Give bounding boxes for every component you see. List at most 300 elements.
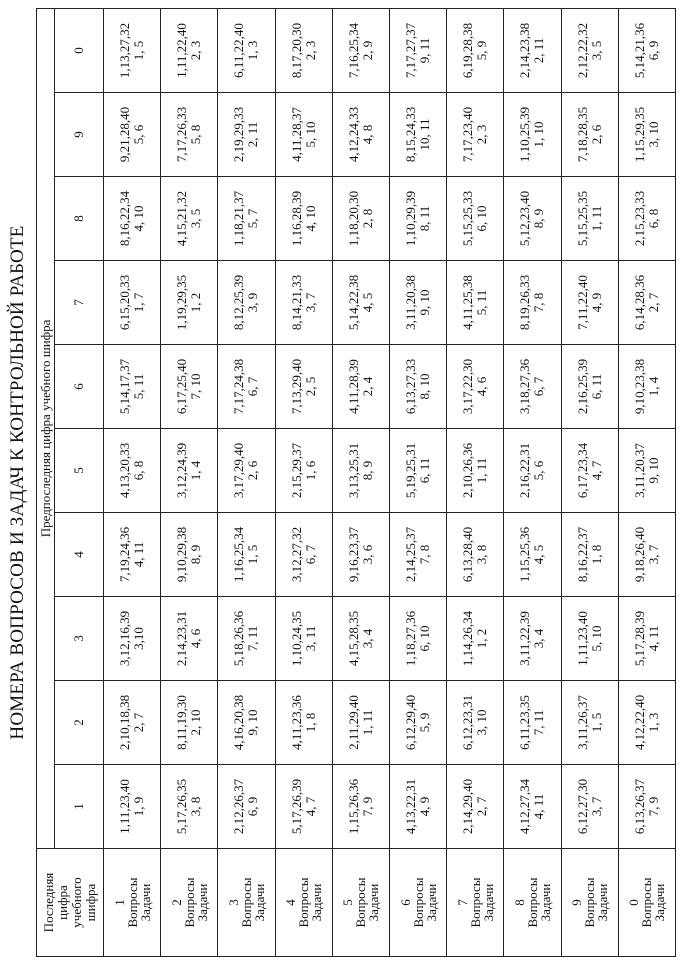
cell-questions: 6,19,28,38 (460, 22, 476, 79)
table-cell (332, 429, 389, 513)
cell-questions: 9,18,26,40 (631, 526, 647, 583)
table-row (161, 8, 218, 956)
cell-questions: 4,11,28,37 (288, 107, 304, 162)
cell-tasks: 9, 10 (245, 709, 261, 736)
cell-questions: 7,13,29,40 (288, 358, 304, 415)
cell-tasks: 3, 9 (245, 292, 261, 313)
cell-tasks: 2, 7 (645, 292, 661, 313)
table-cell (275, 429, 332, 513)
cell-questions: 4,13,20,33 (117, 442, 133, 499)
cell-tasks: 8, 9 (359, 460, 375, 481)
table-cell (275, 177, 332, 261)
cell-tasks: 3, 10 (474, 709, 490, 736)
table-cell (104, 513, 161, 597)
cell-tasks: 5, 9 (417, 712, 433, 733)
cell-tasks: 6, 11 (417, 457, 433, 484)
cell-tasks: 2, 10 (188, 709, 204, 736)
cell-tasks: 6, 8 (645, 208, 661, 229)
row-tasks-label: Задачи (309, 883, 325, 922)
cell-questions: 1,16,25,34 (231, 526, 247, 583)
table-cell (504, 513, 561, 597)
table-cell (618, 513, 675, 597)
row-tasks-label: Задачи (137, 883, 153, 922)
row-header (218, 849, 275, 957)
cell-questions: 2,10,26,36 (460, 442, 476, 499)
table-cell (504, 765, 561, 849)
cell-tasks: 4, 10 (131, 205, 147, 232)
cell-questions: 1,11,23,40 (117, 779, 133, 834)
table-row (447, 8, 504, 956)
cell-tasks: 1, 2 (188, 292, 204, 313)
cell-questions: 3,12,16,39 (117, 610, 133, 667)
cell-questions: 2,14,25,37 (403, 526, 419, 583)
cell-tasks: 1, 6 (302, 460, 318, 481)
table-cell (218, 765, 275, 849)
cell-tasks: 5, 6 (531, 460, 547, 481)
cell-tasks: 7, 11 (531, 709, 547, 736)
cell-tasks: 5, 10 (588, 625, 604, 652)
cell-questions: 7,17,27,37 (403, 22, 419, 79)
row-tasks-label: Задачи (595, 883, 611, 922)
cell-questions: 8,12,25,39 (231, 274, 247, 331)
cell-tasks: 3, 7 (588, 796, 604, 817)
cell-questions: 1,11,22,40 (174, 23, 190, 78)
table-cell (618, 681, 675, 765)
table-cell (218, 681, 275, 765)
cell-tasks: 5, 10 (302, 121, 318, 148)
table-cell (447, 8, 504, 92)
row-digit: 1 (111, 899, 127, 906)
corner-label-line: учебного (69, 877, 84, 928)
table-row (504, 8, 561, 956)
table-row (618, 8, 675, 956)
cell-tasks: 4, 8 (359, 124, 375, 145)
cell-tasks: 1, 4 (188, 460, 204, 481)
row-digit: 8 (511, 899, 527, 906)
row-questions-label: Вопросы (524, 877, 540, 928)
cell-tasks: 5, 11 (474, 289, 490, 316)
cell-tasks: 2, 5 (302, 376, 318, 397)
cell-tasks: 7, 8 (417, 544, 433, 565)
table-cell (332, 513, 389, 597)
cell-tasks: 4, 10 (302, 205, 318, 232)
cell-questions: 7,17,24,38 (231, 358, 247, 415)
cell-tasks: 3,10 (131, 627, 147, 650)
row-questions-label: Вопросы (296, 877, 312, 928)
cell-questions: 9,16,23,37 (345, 526, 361, 583)
row-digit: 0 (626, 899, 642, 906)
cell-tasks: 6, 10 (417, 625, 433, 652)
cell-questions: 6,11,23,35 (517, 695, 533, 750)
table-cell (275, 93, 332, 177)
cell-questions: 8,11,19,30 (174, 695, 190, 750)
cell-questions: 3,18,27,36 (517, 358, 533, 415)
row-digit: 6 (397, 899, 413, 906)
cell-questions: 2,10,18,38 (117, 694, 133, 751)
cell-tasks: 7, 11 (245, 625, 261, 652)
table-cell (332, 93, 389, 177)
cell-tasks: 5, 9 (474, 40, 490, 61)
cell-questions: 5,17,26,39 (288, 778, 304, 835)
cell-questions: 4,15,21,32 (174, 190, 190, 247)
table-row (389, 8, 446, 956)
cell-tasks: 8, 9 (188, 544, 204, 565)
cell-questions: 5,19,25,31 (403, 442, 419, 499)
table-cell (504, 681, 561, 765)
cell-questions: 8,16,22,37 (574, 526, 590, 583)
cell-questions: 1,15,29,35 (631, 106, 647, 163)
cell-questions: 8,16,22,34 (117, 190, 133, 247)
cell-tasks: 1, 11 (359, 709, 375, 736)
row-questions-label: Вопросы (238, 877, 254, 928)
table-cell (389, 765, 446, 849)
table-cell (104, 765, 161, 849)
cell-questions: 2,14,23,31 (174, 610, 190, 667)
cell-questions: 3,13,25,31 (345, 442, 361, 499)
table-cell (104, 8, 161, 92)
cell-questions: 5,17,28,39 (631, 610, 647, 667)
cell-tasks: 3, 5 (588, 40, 604, 61)
cell-questions: 9,10,23,38 (631, 358, 647, 415)
cell-questions: 4,11,23,36 (288, 695, 304, 750)
cell-questions: 5,15,25,33 (460, 190, 476, 247)
table-cell (104, 429, 161, 513)
table-cell (275, 8, 332, 92)
table-cell (275, 597, 332, 681)
table-cell (561, 765, 618, 849)
row-header (275, 849, 332, 957)
cell-questions: 4,15,28,35 (345, 610, 361, 667)
table-cell (275, 681, 332, 765)
table-cell (561, 513, 618, 597)
cell-tasks: 4, 11 (645, 625, 661, 652)
row-header (504, 849, 561, 957)
table-cell (161, 8, 218, 92)
cell-questions: 7,17,23,40 (460, 106, 476, 163)
table-cell (218, 429, 275, 513)
table-cell (389, 681, 446, 765)
cell-questions: 4,11,25,38 (460, 275, 476, 330)
row-questions-label: Вопросы (124, 877, 140, 928)
table-cell (104, 681, 161, 765)
cell-questions: 6,13,27,33 (403, 358, 419, 415)
column-digit-header: 1 (55, 765, 104, 849)
cell-tasks: 4, 5 (531, 544, 547, 565)
row-questions-label: Вопросы (467, 877, 483, 928)
table-cell (618, 261, 675, 345)
table-cell (218, 597, 275, 681)
cell-tasks: 6, 9 (645, 40, 661, 61)
cell-tasks: 7, 9 (359, 796, 375, 817)
row-header (104, 849, 161, 957)
cell-questions: 8,14,21,33 (288, 274, 304, 331)
assignment-table (36, 8, 676, 957)
cell-tasks: 1, 3 (245, 40, 261, 61)
cell-tasks: 6, 7 (245, 376, 261, 397)
cell-tasks: 10, 11 (417, 118, 433, 151)
cell-questions: 1,10,24,35 (288, 610, 304, 667)
row-tasks-label: Задачи (423, 883, 439, 922)
table-cell (104, 93, 161, 177)
cell-questions: 2,14,29,40 (460, 778, 476, 835)
table-cell (504, 8, 561, 92)
table-cell (161, 345, 218, 429)
cell-tasks: 4, 6 (474, 376, 490, 397)
row-questions-label: Вопросы (639, 877, 655, 928)
cell-questions: 1,15,26,36 (345, 778, 361, 835)
cell-questions: 2,16,22,31 (517, 442, 533, 499)
cell-questions: 4,11,28,39 (345, 359, 361, 414)
table-cell (561, 261, 618, 345)
cell-tasks: 9, 11 (417, 37, 433, 64)
cell-questions: 1,18,21,37 (231, 190, 247, 247)
cell-questions: 2,14,23,38 (517, 22, 533, 79)
row-tasks-label: Задачи (251, 883, 267, 922)
row-digit: 4 (283, 899, 299, 906)
cell-tasks: 2, 3 (474, 124, 490, 145)
column-digit-header: 9 (55, 93, 104, 177)
cell-questions: 2,12,22,32 (574, 22, 590, 79)
row-questions-label: Вопросы (410, 877, 426, 928)
cell-questions: 1,15,25,36 (517, 526, 533, 583)
corner-label-line: цифра (55, 885, 70, 920)
cell-questions: 4,12,22,40 (631, 694, 647, 751)
cell-questions: 1,19,29,35 (174, 274, 190, 331)
table-row (218, 8, 275, 956)
row-tasks-label: Задачи (480, 883, 496, 922)
cell-tasks: 6, 7 (531, 376, 547, 397)
row-tasks-label: Задачи (194, 883, 210, 922)
cell-questions: 4,13,22,31 (403, 778, 419, 835)
cell-tasks: 1, 4 (645, 376, 661, 397)
cell-questions: 2,12,26,37 (231, 778, 247, 835)
table-cell (104, 261, 161, 345)
row-digit: 5 (340, 899, 356, 906)
table-cell (447, 93, 504, 177)
table-cell (332, 261, 389, 345)
cell-tasks: 1, 10 (531, 121, 547, 148)
cell-tasks: 9, 10 (645, 457, 661, 484)
cell-tasks: 1, 2 (474, 628, 490, 649)
row-header (389, 849, 446, 957)
cell-tasks: 6, 9 (245, 796, 261, 817)
table-cell (332, 177, 389, 261)
column-digit-header: 3 (55, 597, 104, 681)
cell-tasks: 2, 4 (359, 376, 375, 397)
cell-tasks: 2, 11 (245, 121, 261, 148)
row-header (332, 849, 389, 957)
table-cell (275, 765, 332, 849)
cell-questions: 3,11,20,38 (403, 275, 419, 330)
cell-questions: 5,14,21,36 (631, 22, 647, 79)
cell-questions: 7,11,22,40 (574, 275, 590, 330)
table-cell (389, 93, 446, 177)
cell-tasks: 3, 11 (302, 625, 318, 652)
table-cell (618, 93, 675, 177)
cell-tasks: 2, 11 (531, 37, 547, 64)
cell-tasks: 5, 8 (188, 124, 204, 145)
table-cell (447, 261, 504, 345)
table-cell (218, 261, 275, 345)
table-cell (275, 261, 332, 345)
cell-tasks: 5, 11 (131, 373, 147, 400)
row-tasks-label: Задачи (366, 883, 382, 922)
cell-tasks: 2, 3 (302, 40, 318, 61)
table-cell (218, 8, 275, 92)
row-header (618, 849, 675, 957)
cell-questions: 9,10,29,38 (174, 526, 190, 583)
cell-tasks: 4, 7 (302, 796, 318, 817)
table-cell (161, 513, 218, 597)
cell-questions: 2,16,25,39 (574, 358, 590, 415)
table-cell (161, 177, 218, 261)
cell-tasks: 8, 9 (531, 208, 547, 229)
cell-questions: 3,12,24,39 (174, 442, 190, 499)
cell-tasks: 2, 9 (359, 40, 375, 61)
cell-tasks: 2, 7 (474, 796, 490, 817)
column-group-header: Предпоследняя цифра учебного шифра (37, 8, 55, 848)
cell-tasks: 6, 7 (302, 544, 318, 565)
cell-tasks: 1, 3 (645, 712, 661, 733)
cell-tasks: 1, 8 (302, 712, 318, 733)
cell-questions: 8,19,26,33 (517, 274, 533, 331)
cell-tasks: 2, 6 (245, 460, 261, 481)
cell-questions: 6,17,23,34 (574, 442, 590, 499)
table-cell (447, 597, 504, 681)
cell-tasks: 5, 6 (131, 124, 147, 145)
cell-tasks: 6, 11 (588, 373, 604, 400)
cell-questions: 4,12,24,33 (345, 106, 361, 163)
table-cell (504, 597, 561, 681)
cell-tasks: 7, 8 (531, 292, 547, 313)
table-cell (561, 345, 618, 429)
cell-questions: 8,15,24,33 (403, 106, 419, 163)
cell-tasks: 4, 9 (588, 292, 604, 313)
cell-questions: 6,12,29,40 (403, 694, 419, 751)
cell-questions: 3,17,22,30 (460, 358, 476, 415)
column-digit-header: 8 (55, 177, 104, 261)
column-digit-header: 0 (55, 8, 104, 92)
column-digit-header: 4 (55, 513, 104, 597)
corner-label-line: шифра (83, 883, 98, 922)
table-row (561, 8, 618, 956)
row-digit: 7 (454, 899, 470, 906)
table-cell (504, 93, 561, 177)
cell-questions: 2,19,29,33 (231, 106, 247, 163)
table-cell (332, 597, 389, 681)
table-cell (275, 345, 332, 429)
table-cell (389, 177, 446, 261)
table-cell (161, 597, 218, 681)
row-digit: 3 (225, 899, 241, 906)
cell-tasks: 3, 4 (531, 628, 547, 649)
table-cell (104, 597, 161, 681)
table-cell (618, 429, 675, 513)
table-cell (218, 513, 275, 597)
table-cell (389, 597, 446, 681)
cell-questions: 1,16,28,39 (288, 190, 304, 247)
table-cell (332, 681, 389, 765)
cell-questions: 1,13,27,32 (117, 22, 133, 79)
cell-tasks: 2, 6 (588, 124, 604, 145)
table-cell (218, 177, 275, 261)
table-cell (447, 429, 504, 513)
table-cell (161, 261, 218, 345)
cell-questions: 6,12,27,30 (574, 778, 590, 835)
cell-tasks: 3, 8 (188, 796, 204, 817)
cell-questions: 7,18,28,35 (574, 106, 590, 163)
table-cell (104, 345, 161, 429)
table-cell (618, 597, 675, 681)
cell-tasks: 4, 7 (588, 460, 604, 481)
cell-questions: 3,12,27,32 (288, 526, 304, 583)
cell-tasks: 2, 3 (188, 40, 204, 61)
cell-questions: 5,14,17,37 (117, 358, 133, 415)
cell-questions: 1,14,26,34 (460, 610, 476, 667)
cell-questions: 6,14,28,36 (631, 274, 647, 331)
column-digit-header: 2 (55, 681, 104, 765)
column-digit-header: 7 (55, 261, 104, 345)
cell-tasks: 1, 7 (131, 292, 147, 313)
cell-questions: 1,10,25,39 (517, 106, 533, 163)
row-questions-label: Вопросы (181, 877, 197, 928)
cell-tasks: 5, 7 (245, 208, 261, 229)
table-cell (332, 765, 389, 849)
row-header (161, 849, 218, 957)
cell-questions: 4,16,20,38 (231, 694, 247, 751)
cell-questions: 6,13,28,40 (460, 526, 476, 583)
table-cell (332, 8, 389, 92)
cell-tasks: 1, 11 (474, 457, 490, 484)
table-cell (561, 8, 618, 92)
row-tasks-label: Задачи (537, 883, 553, 922)
table-cell (504, 345, 561, 429)
cell-tasks: 4, 6 (188, 628, 204, 649)
cell-tasks: 1, 5 (588, 712, 604, 733)
page-title: НОМЕРА ВОПРОСОВ И ЗАДАЧ К КОНТРОЛЬНОЙ РАБОТЕ (7, 225, 28, 740)
corner-header (37, 849, 104, 957)
cell-questions: 8,17,20,30 (288, 22, 304, 79)
row-header (561, 849, 618, 957)
cell-tasks: 7, 10 (188, 373, 204, 400)
table-cell (275, 513, 332, 597)
table-cell (447, 177, 504, 261)
table-cell (618, 765, 675, 849)
row-tasks-label: Задачи (652, 883, 668, 922)
cell-questions: 5,18,26,36 (231, 610, 247, 667)
table-row (275, 8, 332, 956)
cell-questions: 6,17,25,40 (174, 358, 190, 415)
table-cell (504, 429, 561, 513)
cell-questions: 3,11,26,37 (574, 695, 590, 750)
cell-questions: 1,11,23,40 (574, 611, 590, 666)
table-cell (161, 429, 218, 513)
cell-tasks: 8, 10 (417, 373, 433, 400)
cell-tasks: 3, 4 (359, 628, 375, 649)
cell-tasks: 4, 11 (131, 541, 147, 568)
table-cell (389, 8, 446, 92)
cell-questions: 3,17,29,40 (231, 442, 247, 499)
table-cell (618, 8, 675, 92)
cell-tasks: 4, 5 (359, 292, 375, 313)
table-cell (504, 177, 561, 261)
cell-tasks: 2, 8 (359, 208, 375, 229)
cell-tasks: 1, 9 (131, 796, 147, 817)
cell-tasks: 2, 7 (131, 712, 147, 733)
table-cell (561, 429, 618, 513)
cell-tasks: 1, 5 (245, 544, 261, 565)
cell-tasks: 3, 7 (645, 544, 661, 565)
